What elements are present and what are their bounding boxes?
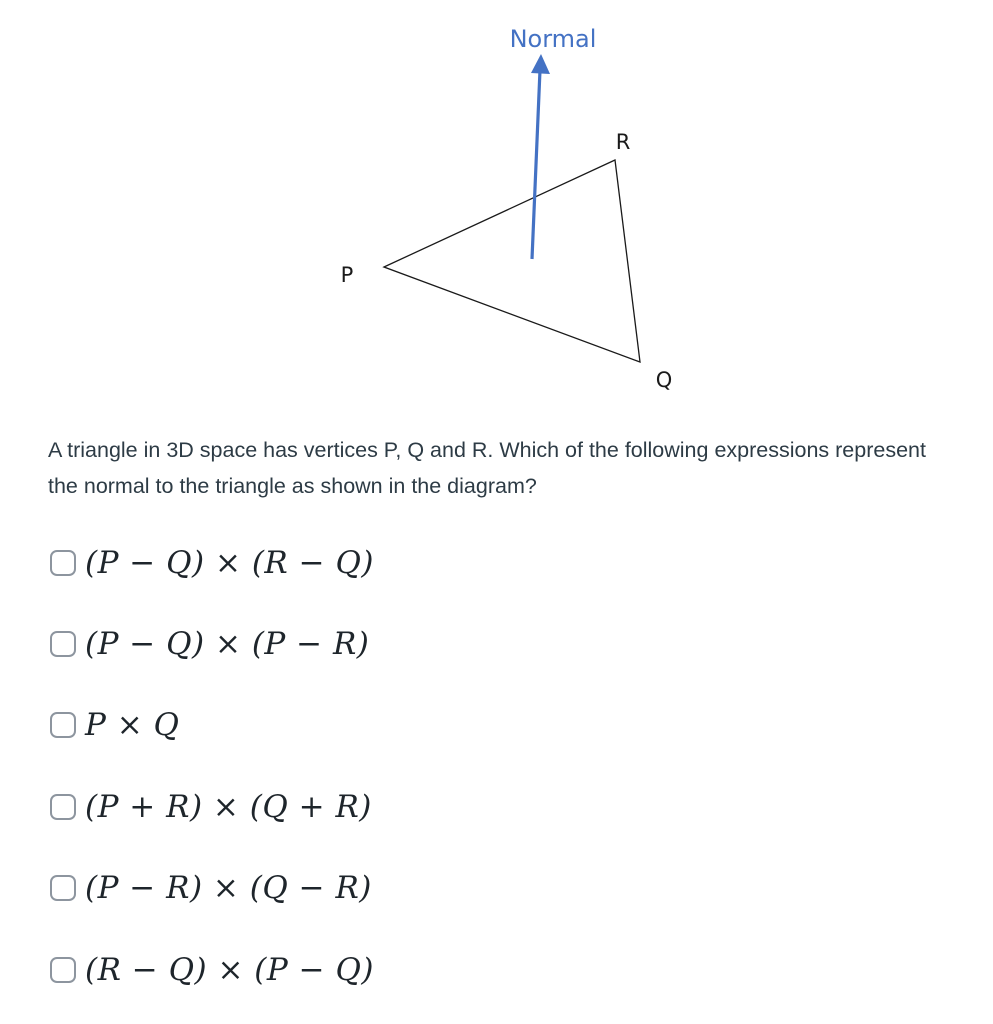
normal-label: Normal	[509, 25, 597, 53]
answer-checkbox[interactable]	[50, 957, 76, 983]
question-text: A triangle in 3D space has vertices P, Q and R. Which of the following expressions represent the normal to the triangle as shown in the diagram?	[48, 438, 926, 498]
answer-expression: (P + R) × (Q + R)	[85, 789, 372, 825]
normal-arrow-head	[531, 54, 550, 74]
answer-option-5[interactable]	[50, 863, 372, 913]
answer-checkbox[interactable]	[50, 712, 76, 738]
answer-checkbox[interactable]	[50, 875, 76, 901]
vertex-label-q: Q	[655, 368, 673, 392]
answer-option-2[interactable]	[50, 619, 369, 669]
vertex-label-p: P	[340, 263, 354, 287]
answer-checkbox[interactable]	[50, 550, 76, 576]
answer-option-6[interactable]	[50, 945, 374, 995]
answer-expression: (P − Q) × (P − R)	[85, 626, 370, 662]
answer-option-3[interactable]	[50, 700, 179, 750]
triangle-diagram	[0, 0, 993, 420]
answer-checkbox[interactable]	[50, 794, 76, 820]
answer-expression: (P − R) × (Q − R)	[85, 870, 372, 906]
answer-expression: (P − Q) × (R − Q)	[85, 545, 374, 581]
answer-expression: (R − Q) × (P − Q)	[85, 952, 374, 988]
vertex-label-r: R	[615, 130, 631, 154]
answer-option-4[interactable]	[50, 782, 372, 832]
triangle-shape	[384, 160, 640, 362]
answer-option-1[interactable]	[50, 538, 374, 588]
normal-arrow-shaft	[532, 70, 540, 259]
answer-checkbox[interactable]	[50, 631, 76, 657]
answer-expression: P × Q	[85, 707, 180, 743]
